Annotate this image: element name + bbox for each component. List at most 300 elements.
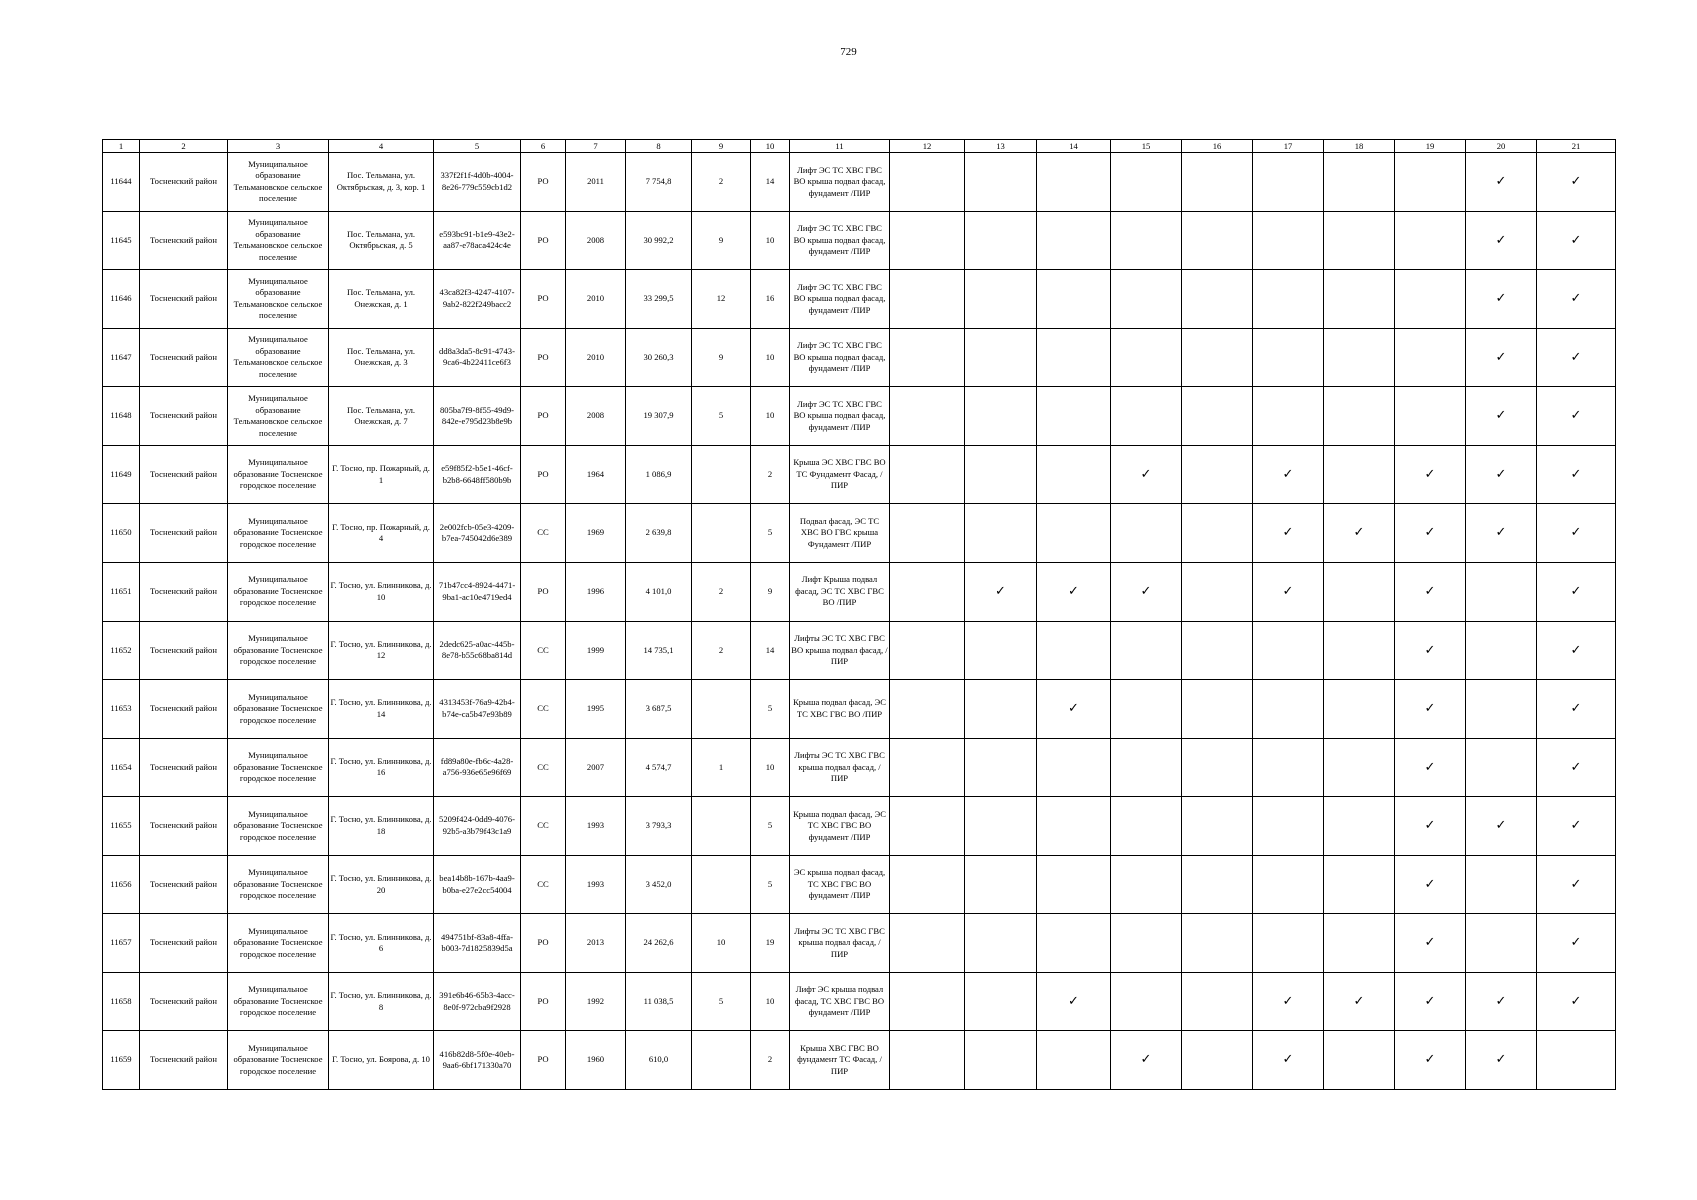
year-cell: 2010	[566, 270, 626, 329]
column-16-cell	[1182, 972, 1253, 1031]
column-15-cell	[1111, 680, 1182, 739]
municipality-cell: Муниципальное образование Тосненское городское поселение	[228, 1031, 329, 1090]
guid-cell: 5209f424-0dd9-4076-92b5-a3b79f43c1a9	[434, 797, 521, 856]
column-21-cell	[1537, 855, 1616, 914]
guid-cell: 2e002fcb-05e3-4209-b7ea-745042d6e389	[434, 504, 521, 563]
column-15-cell	[1111, 153, 1182, 212]
check-mark-icon: ✓	[1495, 174, 1507, 190]
check-mark-icon: ✓	[1570, 408, 1582, 424]
column-18-cell	[1324, 153, 1395, 212]
column-13-cell	[965, 270, 1037, 329]
table-row	[103, 972, 1616, 1031]
check-mark-icon: ✓	[1424, 1052, 1436, 1068]
column-19-cell	[1395, 621, 1466, 680]
ownership-type-cell: РО	[521, 445, 566, 504]
column-20-cell	[1466, 680, 1537, 739]
column-20-cell	[1466, 562, 1537, 621]
column-19-cell	[1395, 211, 1466, 270]
column-10-cell: 5	[751, 855, 790, 914]
column-13-cell	[965, 445, 1037, 504]
column-17-cell	[1253, 562, 1324, 621]
area-cell: 24 262,6	[626, 914, 692, 973]
municipality-cell: Муниципальное образование Тосненское городское поселение	[228, 738, 329, 797]
column-18-cell	[1324, 797, 1395, 856]
table-row	[103, 855, 1616, 914]
check-mark-icon: ✓	[1068, 701, 1079, 717]
works-list-cell: Лифт ЭС ТС ХВС ГВС ВО крыша подвал фасад, фундамент /ПИР	[790, 328, 890, 387]
column-14-cell	[1037, 562, 1111, 621]
municipality-cell: Муниципальное образование Тосненское городское поселение	[228, 445, 329, 504]
column-18-cell	[1324, 445, 1395, 504]
column-12-cell	[890, 328, 965, 387]
column-19-cell	[1395, 270, 1466, 329]
municipality-cell: Муниципальное образование Тельмановское сельское поселение	[228, 211, 329, 270]
column-10-cell: 5	[751, 797, 790, 856]
column-12-cell	[890, 680, 965, 739]
column-13-cell	[965, 972, 1037, 1031]
table-row	[103, 1031, 1616, 1090]
district-cell: Тосненский район	[140, 387, 228, 446]
ownership-type-cell: СС	[521, 504, 566, 563]
column-15-cell	[1111, 621, 1182, 680]
column-13-cell	[965, 680, 1037, 739]
column-21-cell	[1537, 972, 1616, 1031]
check-mark-icon: ✓	[1282, 583, 1294, 599]
district-cell: Тосненский район	[140, 621, 228, 680]
year-cell: 2010	[566, 328, 626, 387]
year-cell: 1993	[566, 797, 626, 856]
column-20-cell	[1466, 153, 1537, 212]
column-14-cell	[1037, 680, 1111, 739]
column-number-header: 5	[434, 140, 521, 153]
municipality-cell: Муниципальное образование Тельмановское сельское поселение	[228, 387, 329, 446]
column-20-cell	[1466, 621, 1537, 680]
district-cell: Тосненский район	[140, 328, 228, 387]
check-mark-icon: ✓	[1282, 993, 1294, 1009]
column-21-cell	[1537, 914, 1616, 973]
check-mark-icon: ✓	[1282, 1052, 1294, 1068]
table-row	[103, 328, 1616, 387]
guid-cell: 71b47cc4-8924-4471-9ba1-ac10e4719ed4	[434, 562, 521, 621]
check-mark-icon: ✓	[1424, 993, 1436, 1009]
column-21-cell	[1537, 680, 1616, 739]
column-18-cell	[1324, 680, 1395, 739]
area-cell: 11 038,5	[626, 972, 692, 1031]
column-number-header: 17	[1253, 140, 1324, 153]
district-cell: Тосненский район	[140, 211, 228, 270]
column-18-cell	[1324, 504, 1395, 563]
year-cell: 2007	[566, 738, 626, 797]
column-20-cell	[1466, 328, 1537, 387]
check-mark-icon: ✓	[1570, 876, 1582, 892]
check-mark-icon: ✓	[1570, 583, 1582, 599]
column-12-cell	[890, 972, 965, 1031]
column-9-cell: 10	[692, 914, 751, 973]
area-cell: 30 260,3	[626, 328, 692, 387]
column-15-cell	[1111, 270, 1182, 329]
address-cell: Г. Тосно, ул. Блинникова, д. 16	[329, 738, 434, 797]
column-12-cell	[890, 211, 965, 270]
column-14-cell	[1037, 270, 1111, 329]
ownership-type-cell: СС	[521, 621, 566, 680]
table-row	[103, 211, 1616, 270]
works-list-cell: Лифт ЭС ТС ХВС ГВС ВО крыша подвал фасад, фундамент /ПИР	[790, 211, 890, 270]
column-17-cell	[1253, 855, 1324, 914]
check-mark-icon: ✓	[1570, 642, 1582, 658]
works-list-cell: Лифт Крыша подвал фасад, ЭС ТС ХВС ГВС ВО /ПИР	[790, 562, 890, 621]
district-cell: Тосненский район	[140, 914, 228, 973]
column-16-cell	[1182, 153, 1253, 212]
guid-cell: 416b82d8-5f0e-40eb-9aa6-6bf171330a70	[434, 1031, 521, 1090]
column-15-cell	[1111, 211, 1182, 270]
guid-cell: 337f2f1f-4d0b-4004-8e26-779c559cb1d2	[434, 153, 521, 212]
check-mark-icon: ✓	[1424, 935, 1436, 951]
works-list-cell: Крыша ЭС ХВС ГВС ВО ТС Фундамент Фасад, /ПИР	[790, 445, 890, 504]
column-19-cell	[1395, 855, 1466, 914]
record-id-cell: 11657	[103, 914, 140, 973]
column-number-header: 2	[140, 140, 228, 153]
column-15-cell	[1111, 328, 1182, 387]
district-cell: Тосненский район	[140, 270, 228, 329]
column-14-cell	[1037, 972, 1111, 1031]
column-number-header: 8	[626, 140, 692, 153]
municipality-cell: Муниципальное образование Тосненское городское поселение	[228, 797, 329, 856]
record-id-cell: 11645	[103, 211, 140, 270]
column-12-cell	[890, 797, 965, 856]
works-list-cell: Крыша подвал фасад, ЭС ТС ХВС ГВС ВО фундамент /ПИР	[790, 797, 890, 856]
column-15-cell	[1111, 562, 1182, 621]
area-cell: 33 299,5	[626, 270, 692, 329]
works-list-cell: Лифт ЭС ТС ХВС ГВС ВО крыша подвал фасад, фундамент /ПИР	[790, 270, 890, 329]
column-18-cell	[1324, 972, 1395, 1031]
column-14-cell	[1037, 1031, 1111, 1090]
column-10-cell: 10	[751, 387, 790, 446]
column-21-cell	[1537, 1031, 1616, 1090]
column-13-cell	[965, 914, 1037, 973]
column-number-header: 1	[103, 140, 140, 153]
column-18-cell	[1324, 621, 1395, 680]
column-10-cell: 14	[751, 621, 790, 680]
column-number-header-row	[103, 140, 1616, 153]
municipality-cell: Муниципальное образование Тосненское городское поселение	[228, 680, 329, 739]
guid-cell: 4313453f-76a9-42b4-b74e-ca5b47e93b89	[434, 680, 521, 739]
works-list-cell: Крыша подвал фасад, ЭС ТС ХВС ГВС ВО /ПИР	[790, 680, 890, 739]
column-17-cell	[1253, 211, 1324, 270]
table-row	[103, 562, 1616, 621]
column-19-cell	[1395, 153, 1466, 212]
column-20-cell	[1466, 738, 1537, 797]
column-13-cell	[965, 211, 1037, 270]
column-12-cell	[890, 914, 965, 973]
column-19-cell	[1395, 914, 1466, 973]
area-cell: 610,0	[626, 1031, 692, 1090]
column-20-cell	[1466, 211, 1537, 270]
column-16-cell	[1182, 738, 1253, 797]
column-17-cell	[1253, 445, 1324, 504]
district-cell: Тосненский район	[140, 972, 228, 1031]
ownership-type-cell: РО	[521, 1031, 566, 1090]
area-cell: 14 735,1	[626, 621, 692, 680]
record-id-cell: 11646	[103, 270, 140, 329]
works-list-cell: Лифты ЭС ТС ХВС ГВС крыша подвал фасад, /ПИР	[790, 914, 890, 973]
column-number-header: 13	[965, 140, 1037, 153]
column-20-cell	[1466, 797, 1537, 856]
check-mark-icon: ✓	[1570, 759, 1582, 775]
column-15-cell	[1111, 504, 1182, 563]
column-14-cell	[1037, 445, 1111, 504]
ownership-type-cell: РО	[521, 562, 566, 621]
works-list-cell: Лифт ЭС крыша подвал фасад, ТС ХВС ГВС ВО фундамент /ПИР	[790, 972, 890, 1031]
column-12-cell	[890, 855, 965, 914]
check-mark-icon: ✓	[1570, 349, 1582, 365]
column-15-cell	[1111, 797, 1182, 856]
column-17-cell	[1253, 738, 1324, 797]
district-cell: Тосненский район	[140, 504, 228, 563]
table-row	[103, 680, 1616, 739]
column-number-header: 12	[890, 140, 965, 153]
ownership-type-cell: СС	[521, 680, 566, 739]
column-21-cell	[1537, 504, 1616, 563]
year-cell: 2011	[566, 153, 626, 212]
column-20-cell	[1466, 1031, 1537, 1090]
guid-cell: e593bc91-b1e9-43e2-aa87-e78aca424c4e	[434, 211, 521, 270]
column-19-cell	[1395, 1031, 1466, 1090]
column-12-cell	[890, 445, 965, 504]
municipality-cell: Муниципальное образование Тельмановское сельское поселение	[228, 328, 329, 387]
record-id-cell: 11659	[103, 1031, 140, 1090]
check-mark-icon: ✓	[1424, 642, 1436, 658]
column-14-cell	[1037, 504, 1111, 563]
column-15-cell	[1111, 738, 1182, 797]
record-id-cell: 11647	[103, 328, 140, 387]
column-9-cell	[692, 445, 751, 504]
column-number-header: 9	[692, 140, 751, 153]
column-10-cell: 2	[751, 1031, 790, 1090]
column-18-cell	[1324, 738, 1395, 797]
column-9-cell: 12	[692, 270, 751, 329]
column-21-cell	[1537, 153, 1616, 212]
column-14-cell	[1037, 797, 1111, 856]
column-17-cell	[1253, 270, 1324, 329]
column-13-cell	[965, 387, 1037, 446]
column-number-header: 16	[1182, 140, 1253, 153]
column-17-cell	[1253, 328, 1324, 387]
column-17-cell	[1253, 504, 1324, 563]
column-19-cell	[1395, 797, 1466, 856]
address-cell: Пос. Тельмана, ул. Онежская, д. 1	[329, 270, 434, 329]
year-cell: 2008	[566, 211, 626, 270]
municipality-cell: Муниципальное образование Тосненское городское поселение	[228, 504, 329, 563]
column-19-cell	[1395, 504, 1466, 563]
column-16-cell	[1182, 504, 1253, 563]
ownership-type-cell: РО	[521, 270, 566, 329]
column-number-header: 3	[228, 140, 329, 153]
record-id-cell: 11644	[103, 153, 140, 212]
column-10-cell: 2	[751, 445, 790, 504]
guid-cell: 494751bf-83a8-4ffa-b003-7d1825839d5a	[434, 914, 521, 973]
column-16-cell	[1182, 680, 1253, 739]
column-9-cell: 5	[692, 387, 751, 446]
column-14-cell	[1037, 153, 1111, 212]
guid-cell: e59f85f2-b5e1-46cf-b2b8-6648ff580b9b	[434, 445, 521, 504]
column-9-cell	[692, 1031, 751, 1090]
address-cell: Г. Тосно, пр. Пожарный, д. 4	[329, 504, 434, 563]
column-10-cell: 10	[751, 211, 790, 270]
column-16-cell	[1182, 797, 1253, 856]
municipality-cell: Муниципальное образование Тосненское городское поселение	[228, 562, 329, 621]
district-cell: Тосненский район	[140, 153, 228, 212]
column-9-cell: 9	[692, 328, 751, 387]
column-12-cell	[890, 621, 965, 680]
column-12-cell	[890, 562, 965, 621]
address-cell: Г. Тосно, ул. Блинникова, д. 12	[329, 621, 434, 680]
column-14-cell	[1037, 621, 1111, 680]
column-12-cell	[890, 738, 965, 797]
municipality-cell: Муниципальное образование Тосненское городское поселение	[228, 855, 329, 914]
address-cell: Г. Тосно, пр. Пожарный, д. 1	[329, 445, 434, 504]
area-cell: 7 754,8	[626, 153, 692, 212]
table-body	[103, 153, 1616, 1090]
area-cell: 19 307,9	[626, 387, 692, 446]
column-9-cell: 5	[692, 972, 751, 1031]
area-cell: 2 639,8	[626, 504, 692, 563]
municipality-cell: Муниципальное образование Тосненское городское поселение	[228, 914, 329, 973]
column-20-cell	[1466, 855, 1537, 914]
table-row	[103, 270, 1616, 329]
check-mark-icon: ✓	[1495, 232, 1507, 248]
table-row	[103, 738, 1616, 797]
column-10-cell: 5	[751, 504, 790, 563]
column-12-cell	[890, 1031, 965, 1090]
column-10-cell: 14	[751, 153, 790, 212]
check-mark-icon: ✓	[1570, 291, 1582, 307]
column-number-header: 20	[1466, 140, 1537, 153]
check-mark-icon: ✓	[1068, 583, 1079, 599]
check-mark-icon: ✓	[1140, 466, 1152, 482]
column-13-cell	[965, 621, 1037, 680]
column-20-cell	[1466, 972, 1537, 1031]
column-14-cell	[1037, 328, 1111, 387]
column-14-cell	[1037, 914, 1111, 973]
column-16-cell	[1182, 1031, 1253, 1090]
check-mark-icon: ✓	[1570, 466, 1582, 482]
check-mark-icon: ✓	[995, 583, 1006, 599]
address-cell: Г. Тосно, ул. Блинникова, д. 18	[329, 797, 434, 856]
municipality-cell: Муниципальное образование Тельмановское сельское поселение	[228, 153, 329, 212]
column-number-header: 19	[1395, 140, 1466, 153]
column-21-cell	[1537, 562, 1616, 621]
table-row	[103, 387, 1616, 446]
works-list-cell: Подвал фасад, ЭС ТС ХВС ВО ГВС крыша Фундамент /ПИР	[790, 504, 890, 563]
column-number-header: 11	[790, 140, 890, 153]
check-mark-icon: ✓	[1570, 935, 1582, 951]
column-18-cell	[1324, 328, 1395, 387]
check-mark-icon: ✓	[1424, 701, 1436, 717]
guid-cell: 43ca82f3-4247-4107-9ab2-822f249bacc2	[434, 270, 521, 329]
check-mark-icon: ✓	[1570, 701, 1582, 717]
column-number-header: 7	[566, 140, 626, 153]
check-mark-icon: ✓	[1495, 525, 1507, 541]
page-number: 729	[840, 46, 857, 58]
column-21-cell	[1537, 328, 1616, 387]
column-number-header: 6	[521, 140, 566, 153]
ownership-type-cell: РО	[521, 914, 566, 973]
column-15-cell	[1111, 387, 1182, 446]
district-cell: Тосненский район	[140, 680, 228, 739]
record-id-cell: 11656	[103, 855, 140, 914]
check-mark-icon: ✓	[1570, 525, 1582, 541]
check-mark-icon: ✓	[1424, 876, 1436, 892]
address-cell: Г. Тосно, ул. Блинникова, д. 6	[329, 914, 434, 973]
column-17-cell	[1253, 387, 1324, 446]
ownership-type-cell: РО	[521, 211, 566, 270]
column-15-cell	[1111, 1031, 1182, 1090]
column-10-cell: 16	[751, 270, 790, 329]
district-cell: Тосненский район	[140, 738, 228, 797]
year-cell: 1960	[566, 1031, 626, 1090]
column-17-cell	[1253, 621, 1324, 680]
works-list-cell: Лифты ЭС ТС ХВС ГВС ВО крыша подвал фасад, /ПИР	[790, 621, 890, 680]
column-13-cell	[965, 562, 1037, 621]
address-cell: Пос. Тельмана, ул. Октябрьская, д. 5	[329, 211, 434, 270]
check-mark-icon: ✓	[1495, 349, 1507, 365]
ownership-type-cell: РО	[521, 153, 566, 212]
column-17-cell	[1253, 972, 1324, 1031]
guid-cell: dd8a3da5-8c91-4743-9ca6-4b22411ce6f3	[434, 328, 521, 387]
works-list-cell: Лифты ЭС ТС ХВС ГВС крыша подвал фасад, /ПИР	[790, 738, 890, 797]
column-14-cell	[1037, 738, 1111, 797]
ownership-type-cell: РО	[521, 387, 566, 446]
column-number-header: 4	[329, 140, 434, 153]
table-row	[103, 445, 1616, 504]
ownership-type-cell: СС	[521, 855, 566, 914]
ownership-type-cell: СС	[521, 738, 566, 797]
record-id-cell: 11655	[103, 797, 140, 856]
check-mark-icon: ✓	[1424, 583, 1436, 599]
column-17-cell	[1253, 153, 1324, 212]
municipality-cell: Муниципальное образование Тельмановское сельское поселение	[228, 270, 329, 329]
column-18-cell	[1324, 211, 1395, 270]
table-row	[103, 153, 1616, 212]
year-cell: 1964	[566, 445, 626, 504]
area-cell: 30 992,2	[626, 211, 692, 270]
works-list-cell: Крыша ХВС ГВС ВО фундамент ТС Фасад, /ПИР	[790, 1031, 890, 1090]
column-10-cell: 5	[751, 680, 790, 739]
check-mark-icon: ✓	[1068, 993, 1079, 1009]
column-17-cell	[1253, 1031, 1324, 1090]
column-17-cell	[1253, 914, 1324, 973]
column-19-cell	[1395, 738, 1466, 797]
column-9-cell	[692, 797, 751, 856]
column-9-cell: 9	[692, 211, 751, 270]
table-row	[103, 504, 1616, 563]
column-17-cell	[1253, 797, 1324, 856]
column-10-cell: 9	[751, 562, 790, 621]
record-id-cell: 11654	[103, 738, 140, 797]
column-13-cell	[965, 153, 1037, 212]
column-19-cell	[1395, 328, 1466, 387]
column-19-cell	[1395, 387, 1466, 446]
check-mark-icon: ✓	[1570, 174, 1582, 190]
column-21-cell	[1537, 270, 1616, 329]
column-16-cell	[1182, 914, 1253, 973]
column-16-cell	[1182, 270, 1253, 329]
guid-cell: 2dedc625-a0ac-445b-8e78-b55c68ba814d	[434, 621, 521, 680]
area-cell: 1 086,9	[626, 445, 692, 504]
address-cell: Г. Тосно, ул. Блинникова, д. 10	[329, 562, 434, 621]
check-mark-icon: ✓	[1570, 818, 1582, 834]
table-row	[103, 914, 1616, 973]
